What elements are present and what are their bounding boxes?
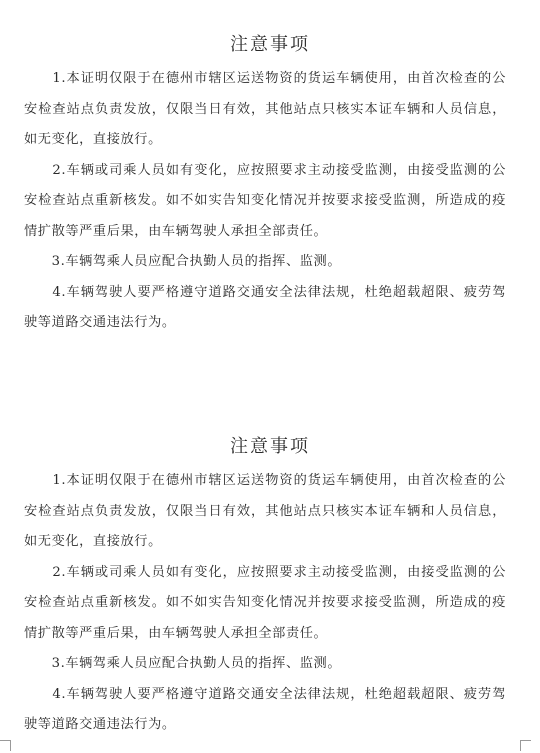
notice-item-1: 1.本证明仅限于在德州市辖区运送物资的货运车辆使用，由首次检查的公安检查站点负责发放，仅限当日有效，其他站点只核实本证车辆和人员信息，如无变化，直接放行。 xyxy=(24,473,506,549)
notice-item-1: 1.本证明仅限于在德州市辖区运送物资的货运车辆使用，由首次检查的公安检查站点负责发放，仅限当日有效，其他站点只核实本证车辆和人员信息，如无变化，直接放行。 xyxy=(24,71,506,147)
crop-mark-right xyxy=(520,740,531,751)
notice-item-2: 2.车辆或司乘人员如有变化，应按照要求主动接受监测，由接受监测的公安检查站点重新核发。如不如实告知变化情况并按要求接受监测，所造成的疫情扩散等严重后果，由车辆驾驶人承担全部责任。 xyxy=(24,162,506,239)
notice-item-3: 3.车辆驾乘人员应配合执勤人员的指挥、监测。 xyxy=(24,254,342,269)
notice-title: 注意事项 xyxy=(230,34,310,55)
crop-mark-left xyxy=(0,740,11,751)
notice-title: 注意事项 xyxy=(230,436,310,457)
notice-item-3: 3.车辆驾乘人员应配合执勤人员的指挥、监测。 xyxy=(24,656,342,671)
notice-section-1 xyxy=(0,30,540,339)
notice-item-2: 2.车辆或司乘人员如有变化，应按照要求主动接受监测，由接受监测的公安检查站点重新核发。如不如实告知变化情况并按要求接受监测，所造成的疫情扩散等严重后果，由车辆驾驶人承担全部责任。 xyxy=(24,564,506,641)
notice-section-2 xyxy=(0,432,540,741)
notice-item-4: 4.车辆驾驶人要严格遵守道路交通安全法律法规，杜绝超载超限、疲劳驾驶等道路交通违法行为。 xyxy=(24,284,506,330)
notice-item-4: 4.车辆驾驶人要严格遵守道路交通安全法律法规，杜绝超载超限、疲劳驾驶等道路交通违法行为。 xyxy=(24,686,506,732)
